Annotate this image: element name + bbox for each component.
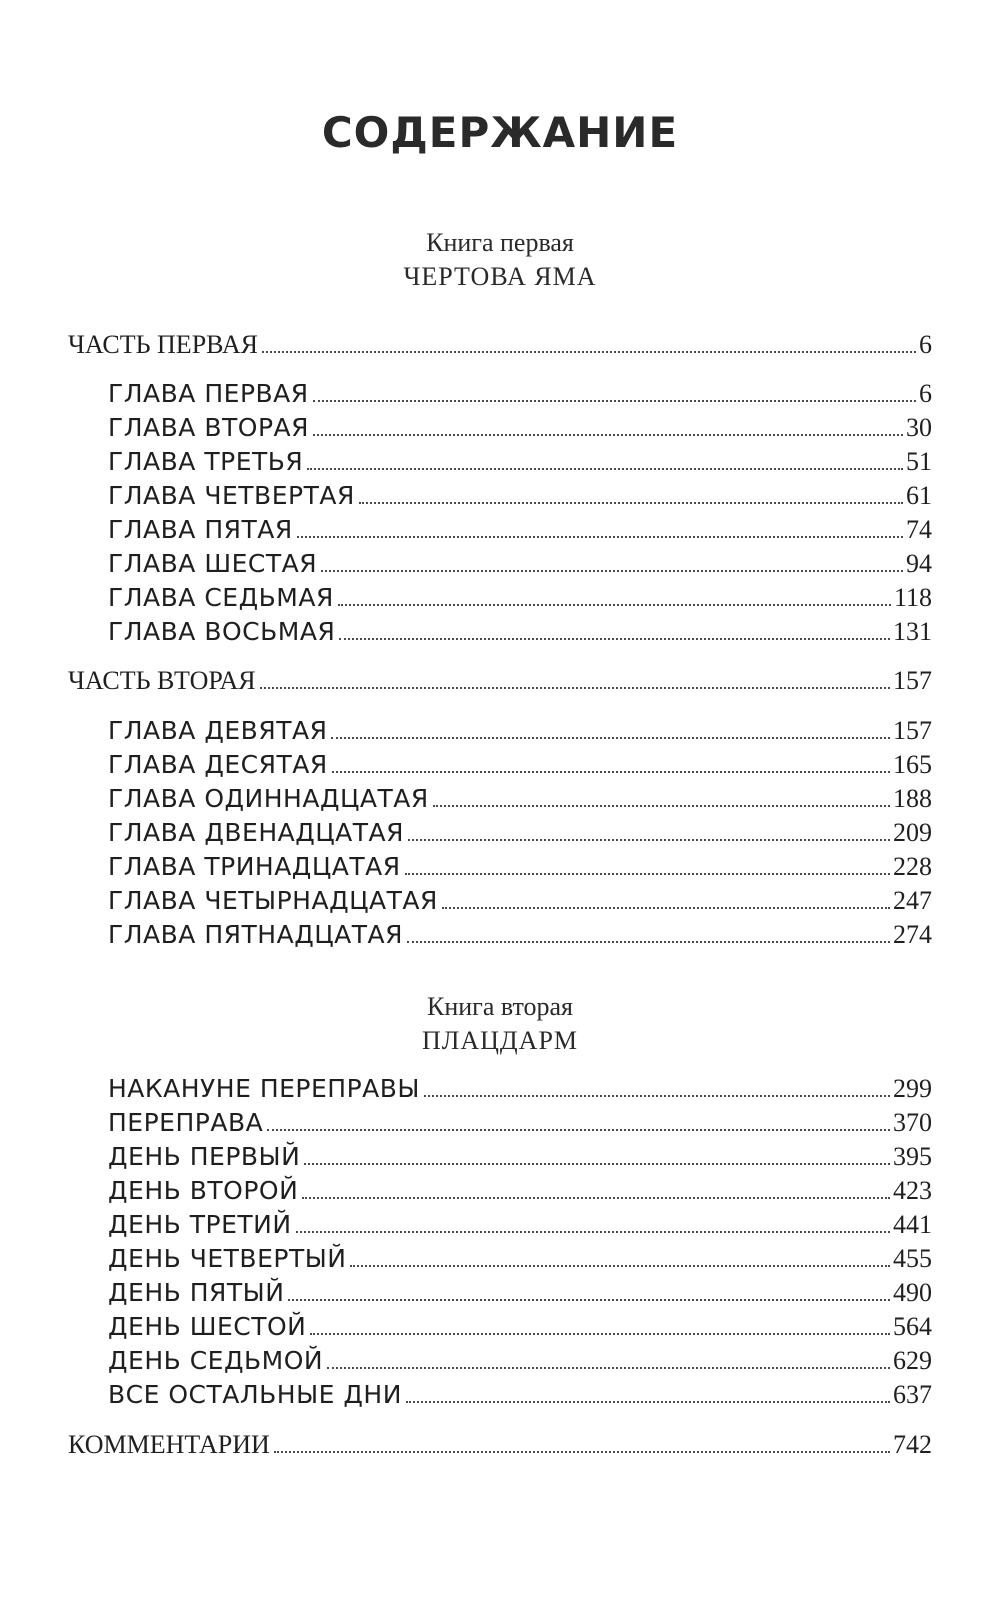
- leader-dots: [310, 1333, 890, 1335]
- toc-chapter-page: 188: [893, 784, 932, 813]
- book2-heading: [0, 990, 1000, 1058]
- toc-book2-item-2[interactable]: [108, 1106, 932, 1140]
- leader-dots: [262, 351, 916, 353]
- toc-chapter-12[interactable]: [108, 816, 932, 850]
- toc-part1-title: ЧАСТЬ ПЕРВАЯ: [68, 330, 258, 359]
- toc-chapter-title: ДЕНЬ ШЕСТОЙ: [108, 1312, 307, 1341]
- leader-dots: [313, 434, 903, 436]
- toc-chapter-title: ГЛАВА ШЕСТАЯ: [108, 549, 318, 578]
- leader-dots: [307, 468, 903, 470]
- toc-part2[interactable]: [68, 664, 932, 698]
- toc-chapter-title: ГЛАВА ТРЕТЬЯ: [108, 447, 304, 476]
- leader-dots: [288, 1299, 890, 1301]
- toc-chapter-title: ДЕНЬ ПЯТЫЙ: [108, 1278, 285, 1307]
- toc-chapter-page: 629: [893, 1346, 932, 1375]
- toc-book2-item-7[interactable]: [108, 1276, 932, 1310]
- toc-chapter-page: 637: [893, 1380, 932, 1409]
- toc-book2-item-5[interactable]: [108, 1208, 932, 1242]
- toc-chapter-page: 51: [906, 447, 932, 476]
- toc-chapter-title: ГЛАВА ВОСЬМАЯ: [108, 617, 336, 646]
- toc-chapter-title: ПЕРЕПРАВА: [108, 1108, 264, 1137]
- toc-chapter-page: 228: [893, 852, 932, 881]
- toc-chapter-page: 564: [893, 1312, 932, 1341]
- book1-name: ЧЕРТОВА ЯМА: [403, 262, 597, 291]
- toc-chapter-14[interactable]: [108, 884, 932, 918]
- book1-label: Книга первая: [426, 228, 574, 257]
- toc-chapter-13[interactable]: [108, 850, 932, 884]
- toc-chapter-title: ДЕНЬ ВТОРОЙ: [108, 1176, 299, 1205]
- toc-chapter-title: НАКАНУНЕ ПЕРЕПРАВЫ: [108, 1074, 420, 1103]
- leader-dots: [339, 638, 890, 640]
- leader-dots: [424, 1095, 890, 1097]
- leader-dots: [406, 1401, 890, 1403]
- toc-book2-item-9[interactable]: [108, 1344, 932, 1378]
- leader-dots: [405, 873, 890, 875]
- toc-chapter-title: ГЛАВА ПЯТНАДЦАТАЯ: [108, 920, 403, 949]
- toc-chapter-page: 455: [893, 1244, 932, 1273]
- leader-dots: [338, 604, 891, 606]
- leader-dots: [331, 737, 890, 739]
- toc-book2-item-6[interactable]: [108, 1242, 932, 1276]
- leader-dots: [327, 1367, 890, 1369]
- leader-dots: [332, 771, 890, 773]
- toc-book2-item-4[interactable]: [108, 1174, 932, 1208]
- toc-chapter-page: 131: [893, 617, 932, 646]
- toc-chapter-title: ГЛАВА ПЕРВАЯ: [108, 379, 309, 408]
- leader-dots: [296, 1231, 890, 1233]
- leader-dots: [304, 1163, 890, 1165]
- toc-chapter-title: ДЕНЬ СЕДЬМОЙ: [108, 1346, 324, 1375]
- toc-part1-page: 6: [919, 330, 932, 359]
- toc-book2-item-10[interactable]: [108, 1378, 932, 1412]
- leader-dots: [433, 805, 890, 807]
- toc-chapter-7[interactable]: [108, 581, 932, 615]
- book1-heading: [0, 226, 1000, 294]
- toc-chapter-page: 247: [893, 886, 932, 915]
- toc-chapter-title: ДЕНЬ ЧЕТВЕРТЫЙ: [108, 1244, 347, 1273]
- toc-chapter-page: 395: [893, 1142, 932, 1171]
- toc-chapter-title: ГЛАВА ДВЕНАДЦАТАЯ: [108, 818, 405, 847]
- toc-chapter-page: 94: [906, 549, 932, 578]
- toc-chapter-8[interactable]: [108, 615, 932, 649]
- toc-part1[interactable]: [68, 328, 932, 362]
- toc-chapter-page: 61: [906, 481, 932, 510]
- toc-chapter-3[interactable]: [108, 445, 932, 479]
- toc-chapter-6[interactable]: [108, 547, 932, 581]
- toc-chapter-title: ВСЕ ОСТАЛЬНЫЕ ДНИ: [108, 1380, 402, 1409]
- leader-dots: [297, 536, 903, 538]
- toc-chapter-11[interactable]: [108, 782, 932, 816]
- toc-chapter-page: 274: [893, 920, 932, 949]
- toc-chapter-title: ГЛАВА ЧЕТЫРНАДЦАТАЯ: [108, 886, 438, 915]
- toc-chapter-page: 370: [893, 1108, 932, 1137]
- toc-chapter-page: 299: [893, 1074, 932, 1103]
- toc-part2-title: ЧАСТЬ ВТОРАЯ: [68, 666, 256, 695]
- toc-chapter-page: 157: [893, 716, 932, 745]
- toc-chapter-4[interactable]: [108, 479, 932, 513]
- toc-chapter-page: 74: [906, 515, 932, 544]
- toc-chapter-title: ГЛАВА ДЕСЯТАЯ: [108, 750, 328, 779]
- toc-chapter-title: ГЛАВА СЕДЬМАЯ: [108, 583, 334, 612]
- toc-book2-item-1[interactable]: [108, 1072, 932, 1106]
- toc-chapter-title: ГЛАВА ТРИНАДЦАТАЯ: [108, 852, 401, 881]
- toc-chapter-page: 209: [893, 818, 932, 847]
- toc-chapter-page: 30: [906, 413, 932, 442]
- leader-dots: [408, 839, 890, 841]
- leader-dots: [359, 502, 903, 504]
- leader-dots: [260, 687, 890, 689]
- toc-chapter-1[interactable]: [108, 377, 932, 411]
- toc-chapter-page: 165: [893, 750, 932, 779]
- toc-chapter-page: 490: [893, 1278, 932, 1307]
- toc-chapter-title: ДЕНЬ ПЕРВЫЙ: [108, 1142, 301, 1171]
- toc-comments-title: КОММЕНТАРИИ: [68, 1430, 270, 1459]
- toc-chapter-page: 441: [893, 1210, 932, 1239]
- toc-chapter-10[interactable]: [108, 748, 932, 782]
- toc-chapter-5[interactable]: [108, 513, 932, 547]
- book2-name: ПЛАЦДАРМ: [421, 1026, 579, 1055]
- toc-chapter-title: ГЛАВА ПЯТАЯ: [108, 515, 293, 544]
- leader-dots: [267, 1129, 890, 1131]
- leader-dots: [313, 400, 916, 402]
- leader-dots: [321, 570, 903, 572]
- leader-dots: [350, 1265, 890, 1267]
- toc-chapter-page: 118: [893, 583, 932, 612]
- toc-chapter-title: ГЛАВА ВТОРАЯ: [108, 413, 309, 442]
- book2-label: Книга вторая: [426, 992, 574, 1021]
- toc-comments-page: 742: [893, 1430, 932, 1459]
- toc-comments[interactable]: [68, 1428, 932, 1462]
- toc-part2-page: 157: [893, 666, 932, 695]
- toc-book2-item-3[interactable]: [108, 1140, 932, 1174]
- toc-chapter-title: ГЛАВА ЧЕТВЕРТАЯ: [108, 481, 355, 510]
- toc-chapter-page: 6: [919, 379, 932, 408]
- leader-dots: [274, 1451, 890, 1453]
- leader-dots: [442, 907, 890, 909]
- toc-chapter-title: ДЕНЬ ТРЕТИЙ: [108, 1210, 292, 1239]
- leader-dots: [302, 1197, 890, 1199]
- leader-dots: [407, 941, 890, 943]
- toc-book2-item-8[interactable]: [108, 1310, 932, 1344]
- toc-chapter-title: ГЛАВА ДЕВЯТАЯ: [108, 716, 328, 745]
- toc-chapter-15[interactable]: [108, 918, 932, 952]
- page-title: СОДЕРЖАНИЕ: [321, 108, 679, 157]
- toc-chapter-title: ГЛАВА ОДИННАДЦАТАЯ: [108, 784, 429, 813]
- toc-chapter-9[interactable]: [108, 714, 932, 748]
- toc-chapter-page: 423: [893, 1176, 932, 1205]
- toc-chapter-2[interactable]: [108, 411, 932, 445]
